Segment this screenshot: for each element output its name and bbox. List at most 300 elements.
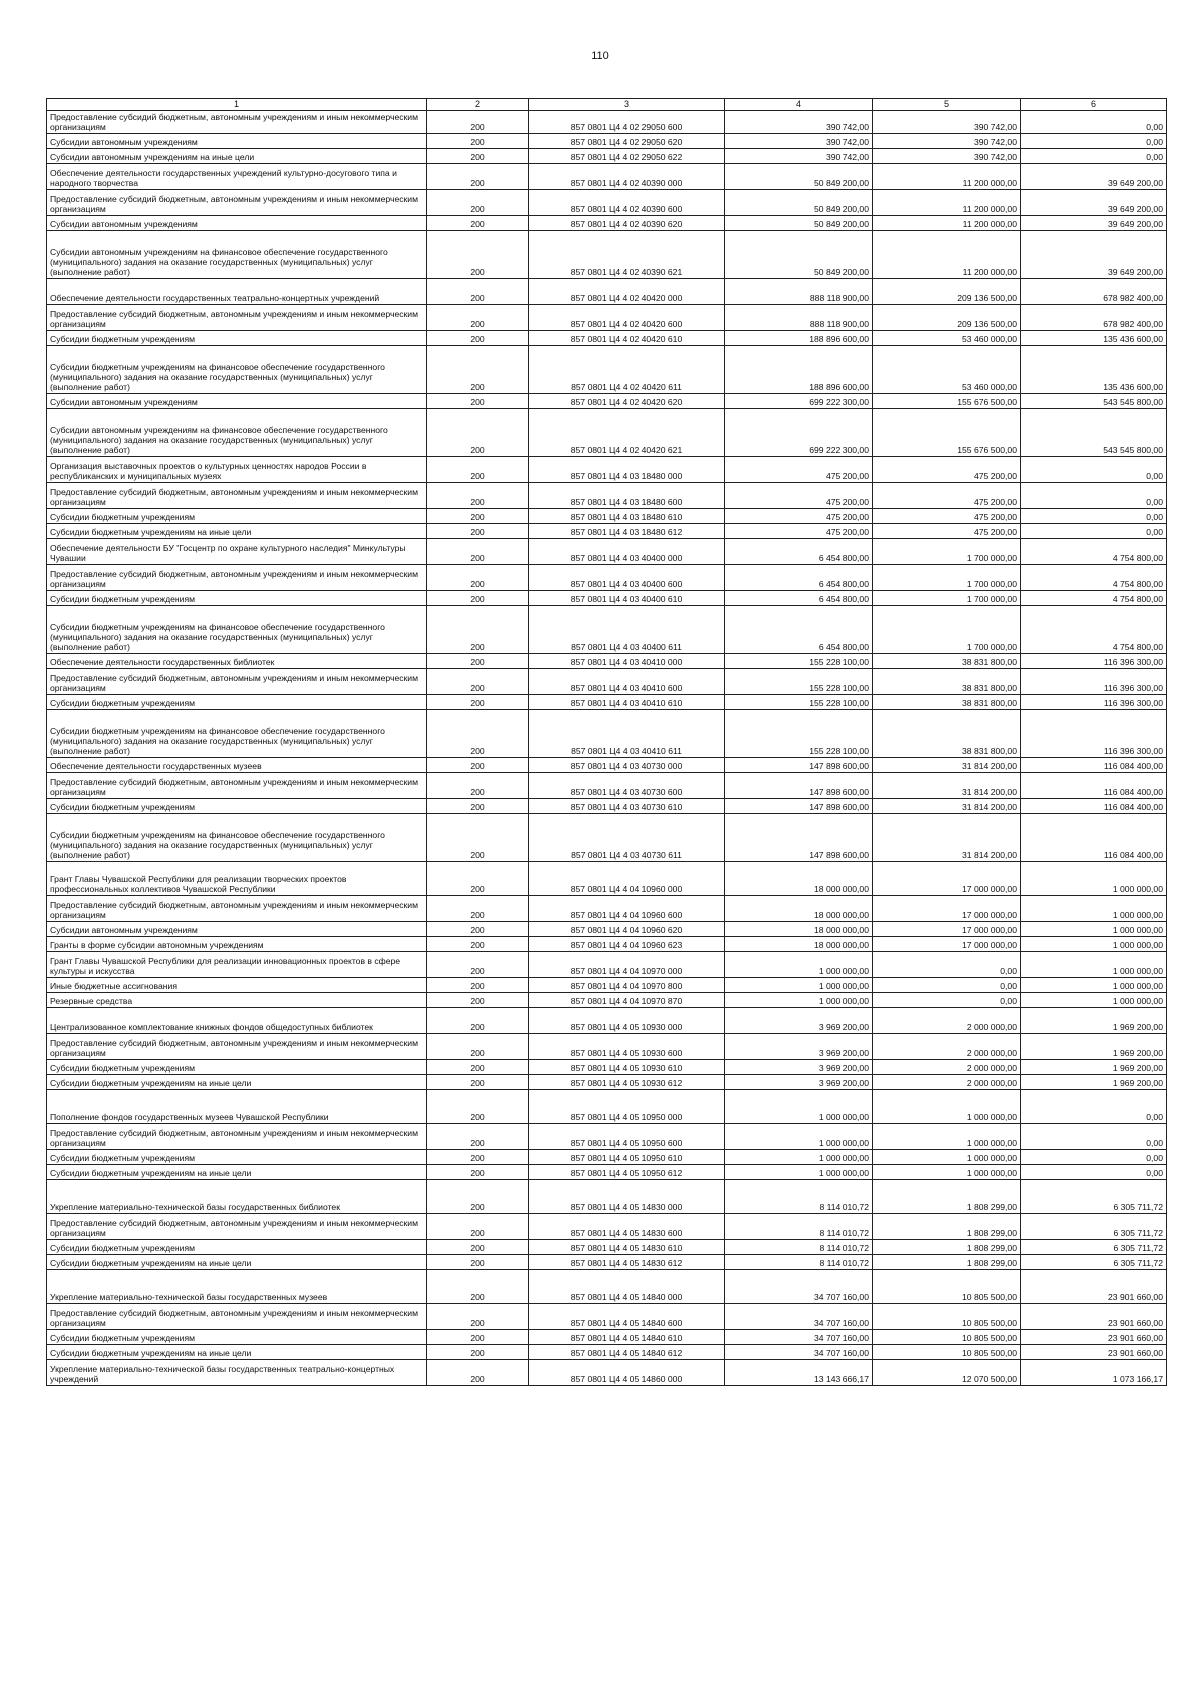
executed-amount: 1 700 000,00 xyxy=(873,565,1021,591)
column-header: 6 xyxy=(1021,99,1167,111)
budget-classification-code: 857 0801 Ц4 4 03 18480 600 xyxy=(529,483,725,509)
executed-amount: 31 814 200,00 xyxy=(873,814,1021,862)
approved-amount: 699 222 300,00 xyxy=(725,394,873,409)
budget-classification-code: 857 0801 Ц4 4 02 40390 620 xyxy=(529,216,725,231)
approved-amount: 155 228 100,00 xyxy=(725,695,873,710)
executed-amount: 1 000 000,00 xyxy=(873,1090,1021,1124)
budget-classification-code: 857 0801 Ц4 4 04 10960 000 xyxy=(529,862,725,896)
item-name: Субсидии автономным учреждениям xyxy=(47,134,427,149)
table-row xyxy=(47,799,1167,814)
executed-amount: 155 676 500,00 xyxy=(873,394,1021,409)
table-row xyxy=(47,524,1167,539)
executed-amount: 17 000 000,00 xyxy=(873,937,1021,952)
table-row xyxy=(47,539,1167,565)
unexecuted-amount: 1 969 200,00 xyxy=(1021,1008,1167,1034)
unexecuted-amount: 1 969 200,00 xyxy=(1021,1060,1167,1075)
executed-amount: 1 700 000,00 xyxy=(873,606,1021,654)
unexecuted-amount: 0,00 xyxy=(1021,1165,1167,1180)
item-name: Обеспечение деятельности государственных театрально-концертных учреждений xyxy=(47,279,427,305)
unexecuted-amount: 23 901 660,00 xyxy=(1021,1270,1167,1304)
item-name: Гранты в форме субсидии автономным учреждениям xyxy=(47,937,427,952)
unexecuted-amount: 4 754 800,00 xyxy=(1021,565,1167,591)
line-code: 200 xyxy=(427,773,529,799)
item-name: Субсидии бюджетным учреждениям xyxy=(47,1240,427,1255)
approved-amount: 147 898 600,00 xyxy=(725,773,873,799)
budget-classification-code: 857 0801 Ц4 4 05 10930 000 xyxy=(529,1008,725,1034)
budget-classification-code: 857 0801 Ц4 4 03 40400 610 xyxy=(529,591,725,606)
table-row xyxy=(47,978,1167,993)
line-code: 200 xyxy=(427,164,529,190)
line-code: 200 xyxy=(427,231,529,279)
line-code: 200 xyxy=(427,394,529,409)
table-row xyxy=(47,1124,1167,1150)
table-row xyxy=(47,1255,1167,1270)
approved-amount: 147 898 600,00 xyxy=(725,799,873,814)
executed-amount: 1 000 000,00 xyxy=(873,1150,1021,1165)
line-code: 200 xyxy=(427,216,529,231)
unexecuted-amount: 1 969 200,00 xyxy=(1021,1034,1167,1060)
line-code: 200 xyxy=(427,279,529,305)
item-name: Субсидии бюджетным учреждениям xyxy=(47,509,427,524)
approved-amount: 699 222 300,00 xyxy=(725,409,873,457)
unexecuted-amount: 1 000 000,00 xyxy=(1021,896,1167,922)
line-code: 200 xyxy=(427,1255,529,1270)
unexecuted-amount: 116 396 300,00 xyxy=(1021,695,1167,710)
unexecuted-amount: 0,00 xyxy=(1021,483,1167,509)
approved-amount: 475 200,00 xyxy=(725,524,873,539)
approved-amount: 50 849 200,00 xyxy=(725,231,873,279)
column-header: 2 xyxy=(427,99,529,111)
table-row xyxy=(47,1180,1167,1214)
approved-amount: 34 707 160,00 xyxy=(725,1270,873,1304)
executed-amount: 10 805 500,00 xyxy=(873,1270,1021,1304)
approved-amount: 50 849 200,00 xyxy=(725,216,873,231)
approved-amount: 18 000 000,00 xyxy=(725,896,873,922)
budget-classification-code: 857 0801 Ц4 4 03 40400 611 xyxy=(529,606,725,654)
column-header: 3 xyxy=(529,99,725,111)
executed-amount: 1 000 000,00 xyxy=(873,1124,1021,1150)
line-code: 200 xyxy=(427,606,529,654)
line-code: 200 xyxy=(427,305,529,331)
item-name: Субсидии бюджетным учреждениям на финансовое обеспечение государственного (муниципального) задания на оказание государственных (муниципальных) услуг (выполнение работ) xyxy=(47,346,427,394)
approved-amount: 188 896 600,00 xyxy=(725,346,873,394)
budget-classification-code: 857 0801 Ц4 4 03 18480 000 xyxy=(529,457,725,483)
item-name: Субсидии бюджетным учреждениям на финансовое обеспечение государственного (муниципального) задания на оказание государственных (муниципальных) услуг (выполнение работ) xyxy=(47,606,427,654)
unexecuted-amount: 39 649 200,00 xyxy=(1021,231,1167,279)
unexecuted-amount: 1 000 000,00 xyxy=(1021,922,1167,937)
item-name: Предоставление субсидий бюджетным, автономным учреждениям и иным некоммерческим организациям xyxy=(47,669,427,695)
executed-amount: 38 831 800,00 xyxy=(873,669,1021,695)
unexecuted-amount: 116 396 300,00 xyxy=(1021,710,1167,758)
approved-amount: 155 228 100,00 xyxy=(725,710,873,758)
line-code: 200 xyxy=(427,1060,529,1075)
item-name: Предоставление субсидий бюджетным, автономным учреждениям и иным некоммерческим организациям xyxy=(47,305,427,331)
executed-amount: 38 831 800,00 xyxy=(873,695,1021,710)
item-name: Субсидии бюджетным учреждениям xyxy=(47,695,427,710)
table-row xyxy=(47,149,1167,164)
approved-amount: 888 118 900,00 xyxy=(725,305,873,331)
table-row xyxy=(47,111,1167,134)
budget-classification-code: 857 0801 Ц4 4 05 10930 612 xyxy=(529,1075,725,1090)
line-code: 200 xyxy=(427,1150,529,1165)
table-row xyxy=(47,952,1167,978)
line-code: 200 xyxy=(427,952,529,978)
budget-classification-code: 857 0801 Ц4 4 03 40400 600 xyxy=(529,565,725,591)
column-header: 1 xyxy=(47,99,427,111)
approved-amount: 1 000 000,00 xyxy=(725,1150,873,1165)
budget-classification-code: 857 0801 Ц4 4 03 40410 000 xyxy=(529,654,725,669)
unexecuted-amount: 1 000 000,00 xyxy=(1021,937,1167,952)
executed-amount: 1 808 299,00 xyxy=(873,1255,1021,1270)
item-name: Предоставление субсидий бюджетным, автономным учреждениям и иным некоммерческим организациям xyxy=(47,896,427,922)
item-name: Субсидии автономным учреждениям на финансовое обеспечение государственного (муниципального) задания на оказание государственных (муниципальных) услуг (выполнение работ) xyxy=(47,409,427,457)
table-row xyxy=(47,305,1167,331)
table-row xyxy=(47,1330,1167,1345)
line-code: 200 xyxy=(427,654,529,669)
approved-amount: 50 849 200,00 xyxy=(725,164,873,190)
table-row xyxy=(47,1240,1167,1255)
line-code: 200 xyxy=(427,1008,529,1034)
executed-amount: 11 200 000,00 xyxy=(873,164,1021,190)
item-name: Предоставление субсидий бюджетным, автономным учреждениям и иным некоммерческим организациям xyxy=(47,1124,427,1150)
line-code: 200 xyxy=(427,134,529,149)
budget-classification-code: 857 0801 Ц4 4 02 40420 600 xyxy=(529,305,725,331)
budget-classification-code: 857 0801 Ц4 4 05 14830 612 xyxy=(529,1255,725,1270)
item-name: Укрепление материально-технической базы государственных библиотек xyxy=(47,1180,427,1214)
budget-classification-code: 857 0801 Ц4 4 03 40400 000 xyxy=(529,539,725,565)
executed-amount: 2 000 000,00 xyxy=(873,1075,1021,1090)
line-code: 200 xyxy=(427,758,529,773)
table-row xyxy=(47,758,1167,773)
line-code: 200 xyxy=(427,331,529,346)
table-row xyxy=(47,654,1167,669)
line-code: 200 xyxy=(427,862,529,896)
table-row xyxy=(47,346,1167,394)
item-name: Обеспечение деятельности государственных музеев xyxy=(47,758,427,773)
item-name: Субсидии бюджетным учреждениям xyxy=(47,331,427,346)
table-row xyxy=(47,457,1167,483)
item-name: Предоставление субсидий бюджетным, автономным учреждениям и иным некоммерческим организациям xyxy=(47,565,427,591)
table-row xyxy=(47,896,1167,922)
unexecuted-amount: 1 073 166,17 xyxy=(1021,1360,1167,1386)
approved-amount: 1 000 000,00 xyxy=(725,1124,873,1150)
budget-classification-code: 857 0801 Ц4 4 05 10950 600 xyxy=(529,1124,725,1150)
table-row xyxy=(47,1360,1167,1386)
line-code: 200 xyxy=(427,1240,529,1255)
unexecuted-amount: 0,00 xyxy=(1021,509,1167,524)
approved-amount: 1 000 000,00 xyxy=(725,952,873,978)
table-row xyxy=(47,164,1167,190)
line-code: 200 xyxy=(427,1270,529,1304)
unexecuted-amount: 0,00 xyxy=(1021,1090,1167,1124)
approved-amount: 147 898 600,00 xyxy=(725,758,873,773)
executed-amount: 1 808 299,00 xyxy=(873,1240,1021,1255)
executed-amount: 10 805 500,00 xyxy=(873,1304,1021,1330)
unexecuted-amount: 1 000 000,00 xyxy=(1021,952,1167,978)
budget-classification-code: 857 0801 Ц4 4 05 14840 000 xyxy=(529,1270,725,1304)
page-number: 110 xyxy=(591,50,609,62)
executed-amount: 0,00 xyxy=(873,952,1021,978)
table-row xyxy=(47,695,1167,710)
budget-classification-code: 857 0801 Ц4 4 05 14840 610 xyxy=(529,1330,725,1345)
unexecuted-amount: 23 901 660,00 xyxy=(1021,1330,1167,1345)
approved-amount: 8 114 010,72 xyxy=(725,1255,873,1270)
executed-amount: 209 136 500,00 xyxy=(873,305,1021,331)
unexecuted-amount: 23 901 660,00 xyxy=(1021,1345,1167,1360)
budget-classification-code: 857 0801 Ц4 4 03 40410 610 xyxy=(529,695,725,710)
line-code: 200 xyxy=(427,937,529,952)
unexecuted-amount: 135 436 600,00 xyxy=(1021,331,1167,346)
approved-amount: 3 969 200,00 xyxy=(725,1008,873,1034)
unexecuted-amount: 39 649 200,00 xyxy=(1021,190,1167,216)
table-row xyxy=(47,669,1167,695)
approved-amount: 3 969 200,00 xyxy=(725,1060,873,1075)
table-row xyxy=(47,231,1167,279)
executed-amount: 390 742,00 xyxy=(873,111,1021,134)
item-name: Субсидии бюджетным учреждениям на иные цели xyxy=(47,1255,427,1270)
item-name: Субсидии автономным учреждениям на финансовое обеспечение государственного (муниципального) задания на оказание государственных (муниципальных) услуг (выполнение работ) xyxy=(47,231,427,279)
line-code: 200 xyxy=(427,1180,529,1214)
executed-amount: 2 000 000,00 xyxy=(873,1034,1021,1060)
line-code: 200 xyxy=(427,591,529,606)
budget-classification-code: 857 0801 Ц4 4 04 10970 000 xyxy=(529,952,725,978)
budget-classification-code: 857 0801 Ц4 4 04 10970 870 xyxy=(529,993,725,1008)
table-row xyxy=(47,591,1167,606)
item-name: Субсидии бюджетным учреждениям xyxy=(47,799,427,814)
table-row xyxy=(47,1165,1167,1180)
executed-amount: 475 200,00 xyxy=(873,457,1021,483)
budget-classification-code: 857 0801 Ц4 4 05 14830 000 xyxy=(529,1180,725,1214)
approved-amount: 18 000 000,00 xyxy=(725,937,873,952)
table-row xyxy=(47,862,1167,896)
budget-classification-code: 857 0801 Ц4 4 05 14860 000 xyxy=(529,1360,725,1386)
unexecuted-amount: 543 545 800,00 xyxy=(1021,409,1167,457)
table-row xyxy=(47,134,1167,149)
table-row xyxy=(47,483,1167,509)
budget-classification-code: 857 0801 Ц4 4 05 14840 600 xyxy=(529,1304,725,1330)
unexecuted-amount: 543 545 800,00 xyxy=(1021,394,1167,409)
item-name: Субсидии автономным учреждениям xyxy=(47,394,427,409)
budget-classification-code: 857 0801 Ц4 4 02 40420 621 xyxy=(529,409,725,457)
executed-amount: 10 805 500,00 xyxy=(873,1345,1021,1360)
executed-amount: 0,00 xyxy=(873,993,1021,1008)
approved-amount: 18 000 000,00 xyxy=(725,922,873,937)
executed-amount: 17 000 000,00 xyxy=(873,862,1021,896)
unexecuted-amount: 6 305 711,72 xyxy=(1021,1214,1167,1240)
item-name: Грант Главы Чувашской Республики для реализации творческих проектов профессиональных коллективов Чувашской Республики xyxy=(47,862,427,896)
item-name: Предоставление субсидий бюджетным, автономным учреждениям и иным некоммерческим организациям xyxy=(47,1214,427,1240)
unexecuted-amount: 116 084 400,00 xyxy=(1021,814,1167,862)
line-code: 200 xyxy=(427,1330,529,1345)
table-row xyxy=(47,814,1167,862)
item-name: Грант Главы Чувашской Республики для реализации инновационных проектов в сфере культуры и искусства xyxy=(47,952,427,978)
table-row xyxy=(47,710,1167,758)
item-name: Субсидии автономным учреждениям xyxy=(47,216,427,231)
table-row xyxy=(47,1270,1167,1304)
table-row xyxy=(47,509,1167,524)
executed-amount: 10 805 500,00 xyxy=(873,1330,1021,1345)
executed-amount: 38 831 800,00 xyxy=(873,654,1021,669)
item-name: Централизованное комплектование книжных фондов общедоступных библиотек xyxy=(47,1008,427,1034)
budget-classification-code: 857 0801 Ц4 4 03 40730 611 xyxy=(529,814,725,862)
line-code: 200 xyxy=(427,1304,529,1330)
budget-classification-code: 857 0801 Ц4 4 05 10930 600 xyxy=(529,1034,725,1060)
budget-classification-code: 857 0801 Ц4 4 02 40420 620 xyxy=(529,394,725,409)
column-header: 5 xyxy=(873,99,1021,111)
header-row xyxy=(47,99,1167,111)
executed-amount: 11 200 000,00 xyxy=(873,231,1021,279)
line-code: 200 xyxy=(427,710,529,758)
unexecuted-amount: 0,00 xyxy=(1021,111,1167,134)
approved-amount: 6 454 800,00 xyxy=(725,606,873,654)
unexecuted-amount: 0,00 xyxy=(1021,457,1167,483)
executed-amount: 2 000 000,00 xyxy=(873,1008,1021,1034)
approved-amount: 1 000 000,00 xyxy=(725,1165,873,1180)
item-name: Обеспечение деятельности БУ "Госцентр по охране культурного наследия" Минкультуры Чувашии xyxy=(47,539,427,565)
unexecuted-amount: 4 754 800,00 xyxy=(1021,606,1167,654)
approved-amount: 1 000 000,00 xyxy=(725,978,873,993)
executed-amount: 390 742,00 xyxy=(873,134,1021,149)
table-row xyxy=(47,409,1167,457)
unexecuted-amount: 6 305 711,72 xyxy=(1021,1240,1167,1255)
approved-amount: 1 000 000,00 xyxy=(725,993,873,1008)
approved-amount: 475 200,00 xyxy=(725,483,873,509)
approved-amount: 13 143 666,17 xyxy=(725,1360,873,1386)
executed-amount: 1 700 000,00 xyxy=(873,591,1021,606)
line-code: 200 xyxy=(427,922,529,937)
column-header: 4 xyxy=(725,99,873,111)
executed-amount: 0,00 xyxy=(873,978,1021,993)
line-code: 200 xyxy=(427,1165,529,1180)
item-name: Укрепление материально-технической базы государственных театрально-концертных учреждений xyxy=(47,1360,427,1386)
line-code: 200 xyxy=(427,978,529,993)
unexecuted-amount: 0,00 xyxy=(1021,1150,1167,1165)
approved-amount: 3 969 200,00 xyxy=(725,1034,873,1060)
line-code: 200 xyxy=(427,799,529,814)
approved-amount: 6 454 800,00 xyxy=(725,539,873,565)
executed-amount: 1 808 299,00 xyxy=(873,1214,1021,1240)
line-code: 200 xyxy=(427,346,529,394)
item-name: Субсидии бюджетным учреждениям на иные цели xyxy=(47,1345,427,1360)
executed-amount: 31 814 200,00 xyxy=(873,758,1021,773)
budget-classification-code: 857 0801 Ц4 4 05 14830 610 xyxy=(529,1240,725,1255)
approved-amount: 390 742,00 xyxy=(725,149,873,164)
item-name: Субсидии бюджетным учреждениям xyxy=(47,591,427,606)
line-code: 200 xyxy=(427,190,529,216)
unexecuted-amount: 6 305 711,72 xyxy=(1021,1180,1167,1214)
unexecuted-amount: 1 000 000,00 xyxy=(1021,862,1167,896)
executed-amount: 11 200 000,00 xyxy=(873,190,1021,216)
budget-classification-code: 857 0801 Ц4 4 05 14830 600 xyxy=(529,1214,725,1240)
executed-amount: 53 460 000,00 xyxy=(873,346,1021,394)
line-code: 200 xyxy=(427,1034,529,1060)
line-code: 200 xyxy=(427,149,529,164)
item-name: Предоставление субсидий бюджетным, автономным учреждениям и иным некоммерческим организациям xyxy=(47,773,427,799)
approved-amount: 155 228 100,00 xyxy=(725,669,873,695)
approved-amount: 188 896 600,00 xyxy=(725,331,873,346)
budget-classification-code: 857 0801 Ц4 4 02 29050 620 xyxy=(529,134,725,149)
unexecuted-amount: 116 396 300,00 xyxy=(1021,654,1167,669)
line-code: 200 xyxy=(427,509,529,524)
unexecuted-amount: 0,00 xyxy=(1021,1124,1167,1150)
item-name: Субсидии бюджетным учреждениям на иные цели xyxy=(47,1075,427,1090)
approved-amount: 475 200,00 xyxy=(725,509,873,524)
executed-amount: 1 808 299,00 xyxy=(873,1180,1021,1214)
unexecuted-amount: 135 436 600,00 xyxy=(1021,346,1167,394)
approved-amount: 475 200,00 xyxy=(725,457,873,483)
approved-amount: 34 707 160,00 xyxy=(725,1304,873,1330)
item-name: Иные бюджетные ассигнования xyxy=(47,978,427,993)
table-row xyxy=(47,1304,1167,1330)
unexecuted-amount: 678 982 400,00 xyxy=(1021,305,1167,331)
budget-classification-code: 857 0801 Ц4 4 04 10970 800 xyxy=(529,978,725,993)
budget-classification-code: 857 0801 Ц4 4 02 40390 600 xyxy=(529,190,725,216)
item-name: Субсидии бюджетным учреждениям xyxy=(47,1060,427,1075)
line-code: 200 xyxy=(427,565,529,591)
table-row xyxy=(47,1008,1167,1034)
budget-classification-code: 857 0801 Ц4 4 02 40420 000 xyxy=(529,279,725,305)
budget-classification-code: 857 0801 Ц4 4 05 10950 610 xyxy=(529,1150,725,1165)
item-name: Предоставление субсидий бюджетным, автономным учреждениям и иным некоммерческим организациям xyxy=(47,111,427,134)
table-row xyxy=(47,279,1167,305)
budget-classification-code: 857 0801 Ц4 4 02 29050 600 xyxy=(529,111,725,134)
budget-classification-code: 857 0801 Ц4 4 04 10960 600 xyxy=(529,896,725,922)
unexecuted-amount: 6 305 711,72 xyxy=(1021,1255,1167,1270)
line-code: 200 xyxy=(427,1075,529,1090)
table-row xyxy=(47,1075,1167,1090)
item-name: Предоставление субсидий бюджетным, автономным учреждениям и иным некоммерческим организациям xyxy=(47,1034,427,1060)
budget-classification-code: 857 0801 Ц4 4 02 40420 610 xyxy=(529,331,725,346)
table-row xyxy=(47,773,1167,799)
approved-amount: 50 849 200,00 xyxy=(725,190,873,216)
line-code: 200 xyxy=(427,993,529,1008)
executed-amount: 209 136 500,00 xyxy=(873,279,1021,305)
executed-amount: 475 200,00 xyxy=(873,524,1021,539)
budget-classification-code: 857 0801 Ц4 4 03 40730 610 xyxy=(529,799,725,814)
line-code: 200 xyxy=(427,1214,529,1240)
item-name: Обеспечение деятельности государственных учреждений культурно-досугового типа и народного творчества xyxy=(47,164,427,190)
line-code: 200 xyxy=(427,539,529,565)
executed-amount: 2 000 000,00 xyxy=(873,1060,1021,1075)
executed-amount: 53 460 000,00 xyxy=(873,331,1021,346)
item-name: Резервные средства xyxy=(47,993,427,1008)
item-name: Укрепление материально-технической базы государственных музеев xyxy=(47,1270,427,1304)
executed-amount: 17 000 000,00 xyxy=(873,922,1021,937)
line-code: 200 xyxy=(427,896,529,922)
executed-amount: 155 676 500,00 xyxy=(873,409,1021,457)
table-row xyxy=(47,1150,1167,1165)
budget-table xyxy=(46,98,1167,1386)
executed-amount: 38 831 800,00 xyxy=(873,710,1021,758)
line-code: 200 xyxy=(427,409,529,457)
executed-amount: 475 200,00 xyxy=(873,483,1021,509)
item-name: Субсидии бюджетным учреждениям на финансовое обеспечение государственного (муниципального) задания на оказание государственных (муниципальных) услуг (выполнение работ) xyxy=(47,710,427,758)
budget-classification-code: 857 0801 Ц4 4 04 10960 623 xyxy=(529,937,725,952)
approved-amount: 1 000 000,00 xyxy=(725,1090,873,1124)
item-name: Предоставление субсидий бюджетным, автономным учреждениям и иным некоммерческим организациям xyxy=(47,190,427,216)
unexecuted-amount: 4 754 800,00 xyxy=(1021,539,1167,565)
item-name: Субсидии бюджетным учреждениям на иные цели xyxy=(47,524,427,539)
approved-amount: 34 707 160,00 xyxy=(725,1345,873,1360)
approved-amount: 155 228 100,00 xyxy=(725,654,873,669)
approved-amount: 34 707 160,00 xyxy=(725,1330,873,1345)
approved-amount: 8 114 010,72 xyxy=(725,1240,873,1255)
budget-classification-code: 857 0801 Ц4 4 05 10950 000 xyxy=(529,1090,725,1124)
executed-amount: 11 200 000,00 xyxy=(873,216,1021,231)
table-row xyxy=(47,190,1167,216)
table-row xyxy=(47,993,1167,1008)
executed-amount: 31 814 200,00 xyxy=(873,799,1021,814)
